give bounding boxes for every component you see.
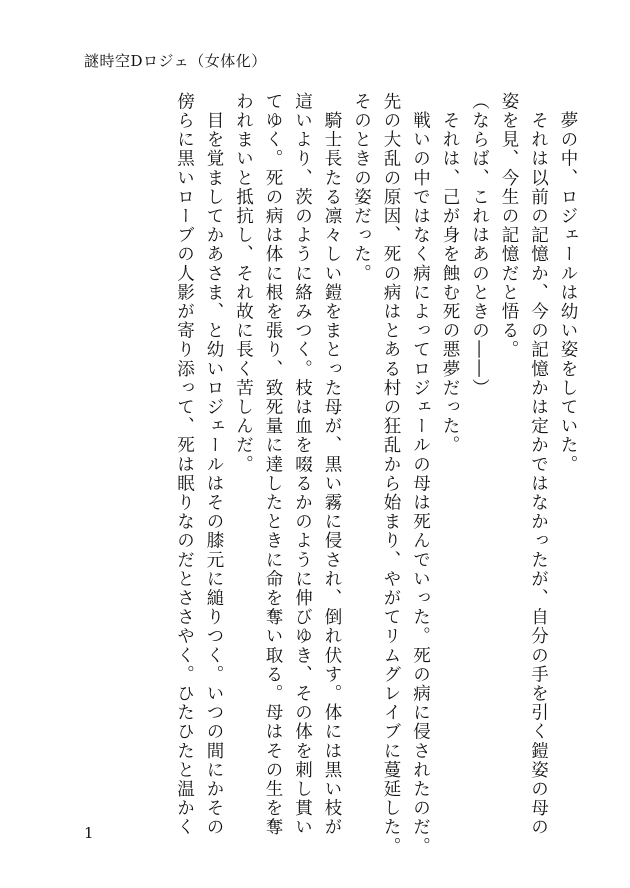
text-line: 這いより、茨のように絡みつく。枝は血を啜るかのように伸びゆき、その体を刺し貫い bbox=[292, 92, 313, 837]
text-line: 夢の中、ロジェールは幼い姿をしていた。 bbox=[558, 92, 578, 474]
text-line: 騎士長たる凛々しい鎧をまとった母が、黒い霧に侵され、倒れ伏す。体には黒い枝が bbox=[322, 92, 342, 837]
text-line: それは、己が身を蝕む死の悪夢だった。 bbox=[440, 92, 460, 455]
text-line: 先の大乱の原因、死の病はとある村の狂乱から始まり、やがてリムグレイブに蔓延した。 bbox=[381, 92, 401, 856]
page-number: 1 bbox=[84, 824, 94, 842]
text-line: （ならば、これはあのときの――） bbox=[469, 92, 490, 398]
text-line: 戦いの中ではなく病によってロジェールの母は死んでいった。死の病に侵されたのだ。 bbox=[410, 92, 431, 856]
text-line: 目を覚ましてかあさま、と幼いロジェールはその膝元に縋りつく。いつの間にかその bbox=[204, 92, 224, 837]
text-line: そのときの姿だった。 bbox=[351, 92, 372, 283]
text-line: てゆく。死の病は体に根を張り、致死量に達したときに命を奪い取る。母はその生を奪 bbox=[263, 92, 283, 837]
vertical-body-text bbox=[169, 92, 582, 856]
text-line: 傍らに黒いローブの人影が寄り添って、死は眠りなのだとささやく。ひたひたと温かく bbox=[174, 92, 195, 837]
document-header-title: 謎時空Dロジェ（女体化） bbox=[84, 52, 267, 70]
text-line: それは以前の記憶か、今の記憶かは定かではなかったが、自分の手を引く鎧姿の母の bbox=[528, 92, 549, 837]
text-line: われまいと抵抗し、それ故に長く苦しんだ。 bbox=[233, 92, 254, 474]
text-line: 姿を見、今生の記憶だと悟る。 bbox=[499, 92, 519, 360]
